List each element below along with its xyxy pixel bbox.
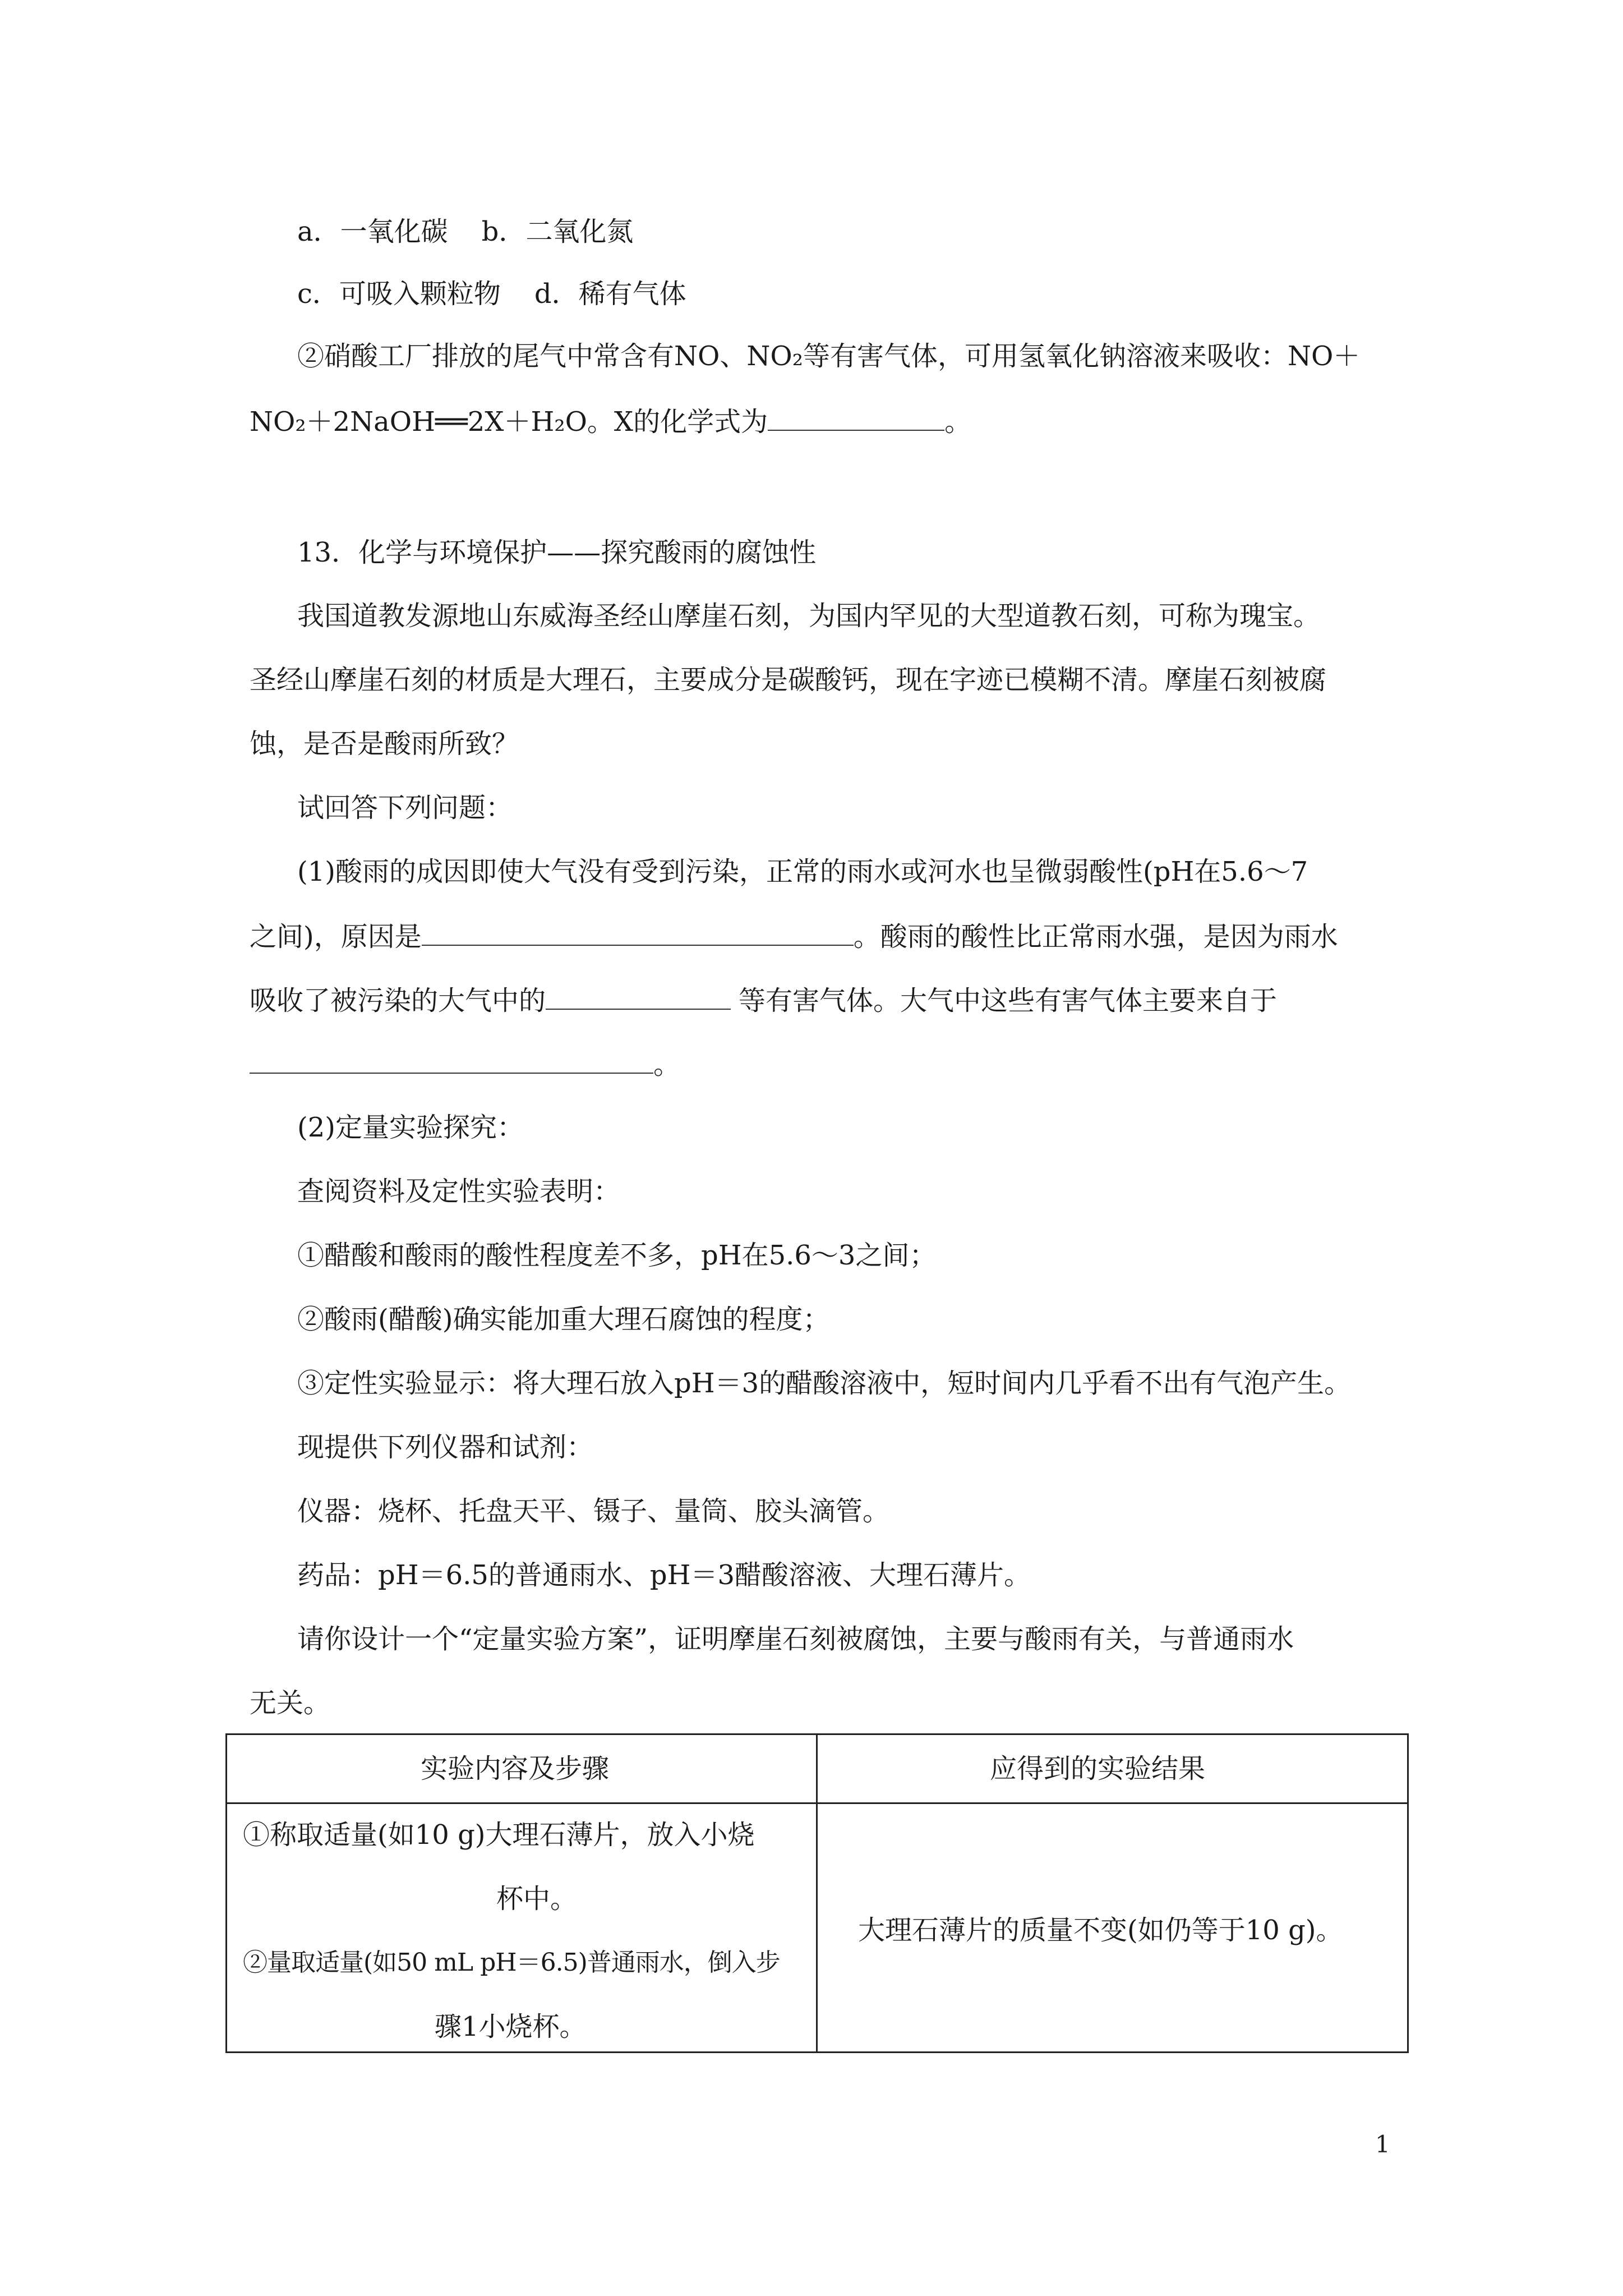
table-step-line: ①称取适量(如10 g)大理石薄片，放入小烧 xyxy=(243,1819,755,1851)
part-1-line-1: (1)酸雨的成因即使大气没有受到污染，正常的雨水或河水也呈微弱酸性(pH在5.6～7 xyxy=(297,856,1308,887)
option-b: b．二氧化氮 xyxy=(481,216,634,247)
part-1-text-post: 。酸雨的酸性比正常雨水强，是因为雨水 xyxy=(853,921,1338,953)
options-ab xyxy=(297,215,633,249)
part-2-title: (2)定量实验探究： xyxy=(297,1112,524,1143)
question-2-line-2 xyxy=(250,404,971,439)
part-1-line-4 xyxy=(250,1047,680,1082)
equation-text: NO₂＋2NaOH══2X＋H₂O。X的化学式为 xyxy=(250,406,768,438)
table-step-line: ②量取适量(如50 mL pH＝6.5)普通雨水，倒入步 xyxy=(243,1948,780,1977)
part-2-design-line-2: 无关。 xyxy=(250,1687,331,1719)
intro-line-2: 圣经山摩崖石刻的材质是大理石，主要成分是碳酸钙，现在字迹已模糊不清。摩崖石刻被腐 xyxy=(250,664,1327,696)
answer-blank[interactable] xyxy=(768,404,944,431)
part-1-line-2 xyxy=(250,919,1338,954)
option-d: d．稀有气体 xyxy=(534,278,686,310)
part-1-text: 吸收了被污染的大气中的 xyxy=(250,985,546,1016)
table-header-divider xyxy=(227,1802,1407,1804)
page-number: 1 xyxy=(1375,2131,1390,2158)
answer-prompt: 试回答下列问题： xyxy=(297,792,513,823)
answer-blank[interactable] xyxy=(250,1047,653,1074)
table-step-line: 杯中。 xyxy=(496,1883,578,1915)
table-header-results: 应得到的实验结果 xyxy=(990,1753,1206,1784)
part-2-provide: 现提供下列仪器和试剂： xyxy=(297,1432,594,1463)
table-result: 大理石薄片的质量不变(如仍等于10 g)。 xyxy=(858,1915,1343,1946)
period: 。 xyxy=(944,406,972,438)
question-2-line-1: ②硝酸工厂排放的尾气中常含有NO、NO₂等有害气体，可用氢氧化钠溶液来吸收：NO＋ xyxy=(297,341,1361,372)
question-13-title: 13．化学与环境保护——探究酸雨的腐蚀性 xyxy=(297,537,817,568)
table-column-divider xyxy=(816,1735,818,2051)
option-c: c．可吸入颗粒物 xyxy=(297,278,501,310)
part-2-reagents: 药品：pH＝6.5的普通雨水、pH＝3醋酸溶液、大理石薄片。 xyxy=(297,1559,1031,1591)
part-2-item-3: ③定性实验显示：将大理石放入pH＝3的醋酸溶液中，短时间内几乎看不出有气泡产生。 xyxy=(297,1368,1352,1399)
experiment-table xyxy=(225,1733,1409,2053)
part-1-line-3 xyxy=(250,983,1277,1018)
part-2-item-1: ①醋酸和酸雨的酸性程度差不多，pH在5.6～3之间； xyxy=(297,1240,937,1271)
intro-line-3: 蚀，是否是酸雨所致？ xyxy=(250,728,519,760)
table-header-steps: 实验内容及步骤 xyxy=(421,1753,610,1784)
options-cd xyxy=(297,277,686,311)
part-2-design-line-1: 请你设计一个“定量实验方案”，证明摩崖石刻被腐蚀，主要与酸雨有关，与普通雨水 xyxy=(297,1623,1294,1655)
option-a: a．一氧化碳 xyxy=(297,216,448,247)
part-2-reference: 查阅资料及定性实验表明： xyxy=(297,1176,621,1207)
part-1-text: 之间)，原因是 xyxy=(250,921,422,953)
part-2-item-2: ②酸雨(醋酸)确实能加重大理石腐蚀的程度； xyxy=(297,1304,830,1335)
period: 。 xyxy=(653,1049,681,1080)
answer-blank[interactable] xyxy=(546,983,731,1010)
answer-blank[interactable] xyxy=(422,919,854,946)
intro-line-1: 我国道教发源地山东威海圣经山摩崖石刻，为国内罕见的大型道教石刻，可称为瑰宝。 xyxy=(297,600,1321,632)
part-2-instruments: 仪器：烧杯、托盘天平、镊子、量筒、胶头滴管。 xyxy=(297,1496,890,1527)
table-step-line: 骤1小烧杯。 xyxy=(435,2011,587,2042)
part-1-text-post: 等有害气体。大气中这些有害气体主要来自于 xyxy=(739,985,1278,1016)
